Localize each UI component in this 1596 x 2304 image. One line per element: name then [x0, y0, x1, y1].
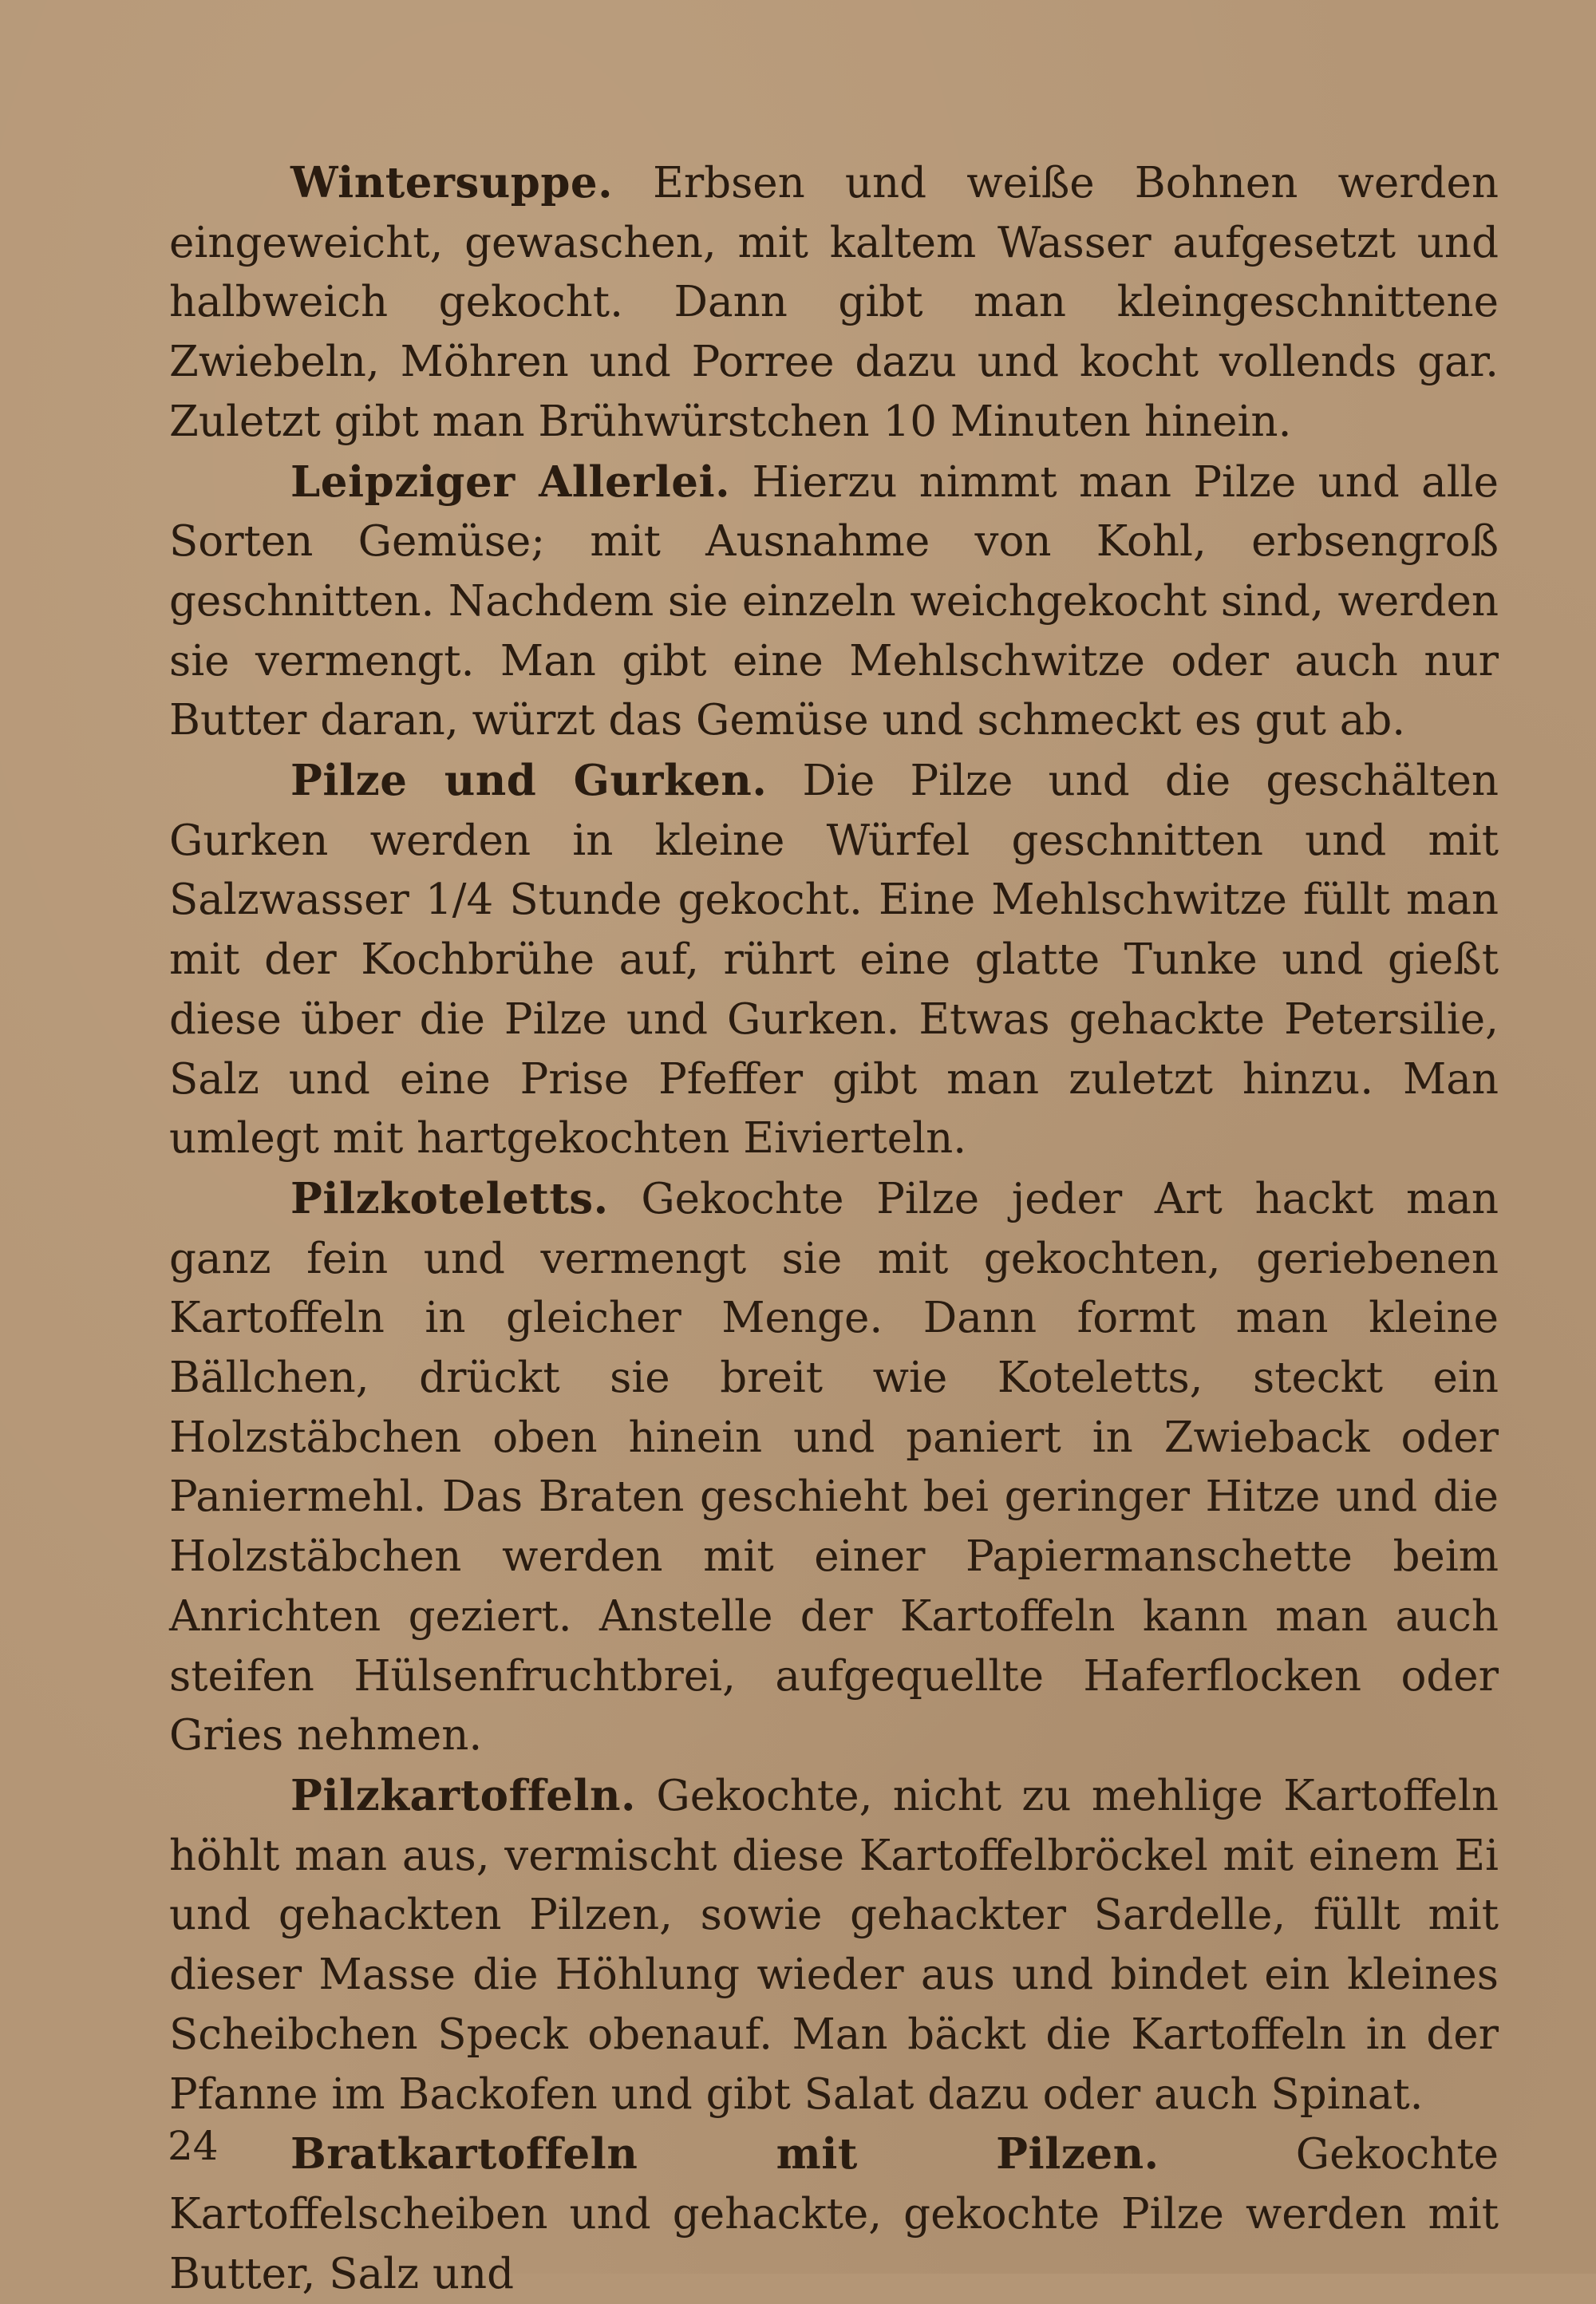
recipe-pilzkoteletts	[169, 1169, 1499, 1766]
recipe-title: Leipziger Allerlei.	[290, 456, 731, 507]
recipe-body: Hierzu nimmt man Pilze und alle Sorten Gemüse; mit Ausnahme von Kohl, erbsengroß geschnitten. Nachdem sie einzeln weichgekocht sind, werden sie vermengt. Man gibt eine Mehlschwitze oder auch nur Butter daran, würzt das Gemüse und schmeckt es gut ab.	[169, 457, 1499, 745]
recipe-title: Bratkartoffeln mit Pilzen.	[290, 2129, 1159, 2180]
recipe-text-block	[169, 153, 1499, 2304]
recipe-body: Die Pilze und die geschälten Gurken werden in kleine Würfel geschnitten und mit Salzwasser 1/4 Stunde gekocht. Eine Mehlschwitze füllt man mit der Kochbrühe auf, rührt eine glatte Tunke und gießt diese über die Pilze und Gurken. Etwas gehackte Petersilie, Salz und eine Prise Pfeffer gibt man zuletzt hinzu. Man umlegt mit hartgekochten Eivierteln.	[169, 757, 1499, 1164]
recipe-title: Pilzkoteletts.	[290, 1173, 609, 1223]
recipe-wintersuppe	[169, 153, 1499, 453]
recipe-title: Wintersuppe.	[290, 158, 614, 207]
recipe-bratkartoffeln-mit-pilzen	[169, 2124, 1499, 2304]
recipe-body: Erbsen und weiße Bohnen werden eingeweicht, gewaschen, mit kaltem Wasser aufgesetzt und halbweich gekocht. Dann gibt man kleingeschnittene Zwiebeln, Möhren und Porree dazu und kocht vollends gar. Zuletzt gibt man Brühwürstchen 10 Minuten hinein.	[169, 159, 1499, 446]
recipe-title: Pilzkartoffeln.	[290, 1770, 636, 1820]
recipe-body: Gekochte Kartoffelscheiben und gehackte, gekochte Pilze werden mit Butter, Salz und	[169, 2130, 1499, 2298]
recipe-pilzkartoffeln	[169, 1766, 1499, 2124]
recipe-body: Gekochte Pilze jeder Art hackt man ganz fein und vermengt sie mit gekochten, geriebenen Kartoffeln in gleicher Menge. Dann formt man kleine Bällchen, drückt sie breit wie Koteletts, steckt ein Holzstäbchen oben hinein und paniert in Zwieback oder Paniermehl. Das Braten geschieht bei geringer Hitze und die Holzstäbchen werden mit einer Papiermanschette beim Anrichten geziert. Anstelle der Kartoffeln kann man auch steifen Hülsenfruchtbrei, aufgequellte Haferflocken oder Gries nehmen.	[169, 1174, 1499, 1761]
page-number: 24	[168, 2123, 219, 2169]
recipe-title: Pilze und Gurken.	[290, 756, 768, 806]
recipe-leipziger-allerlei	[169, 453, 1499, 752]
recipe-pilze-und-gurken	[169, 751, 1499, 1169]
recipe-body: Gekochte, nicht zu mehlige Kartoffeln höhlt man aus, vermischt diese Kartoffelbröckel mit einem Ei und gehackten Pilzen, sowie gehackter Sardelle, füllt mit dieser Masse die Höhlung wieder aus und bindet ein kleines Scheibchen Speck obenauf. Man bäckt die Kartoffeln in der Pfanne im Backofen und gibt Salat dazu oder auch Spinat.	[169, 1771, 1499, 2119]
